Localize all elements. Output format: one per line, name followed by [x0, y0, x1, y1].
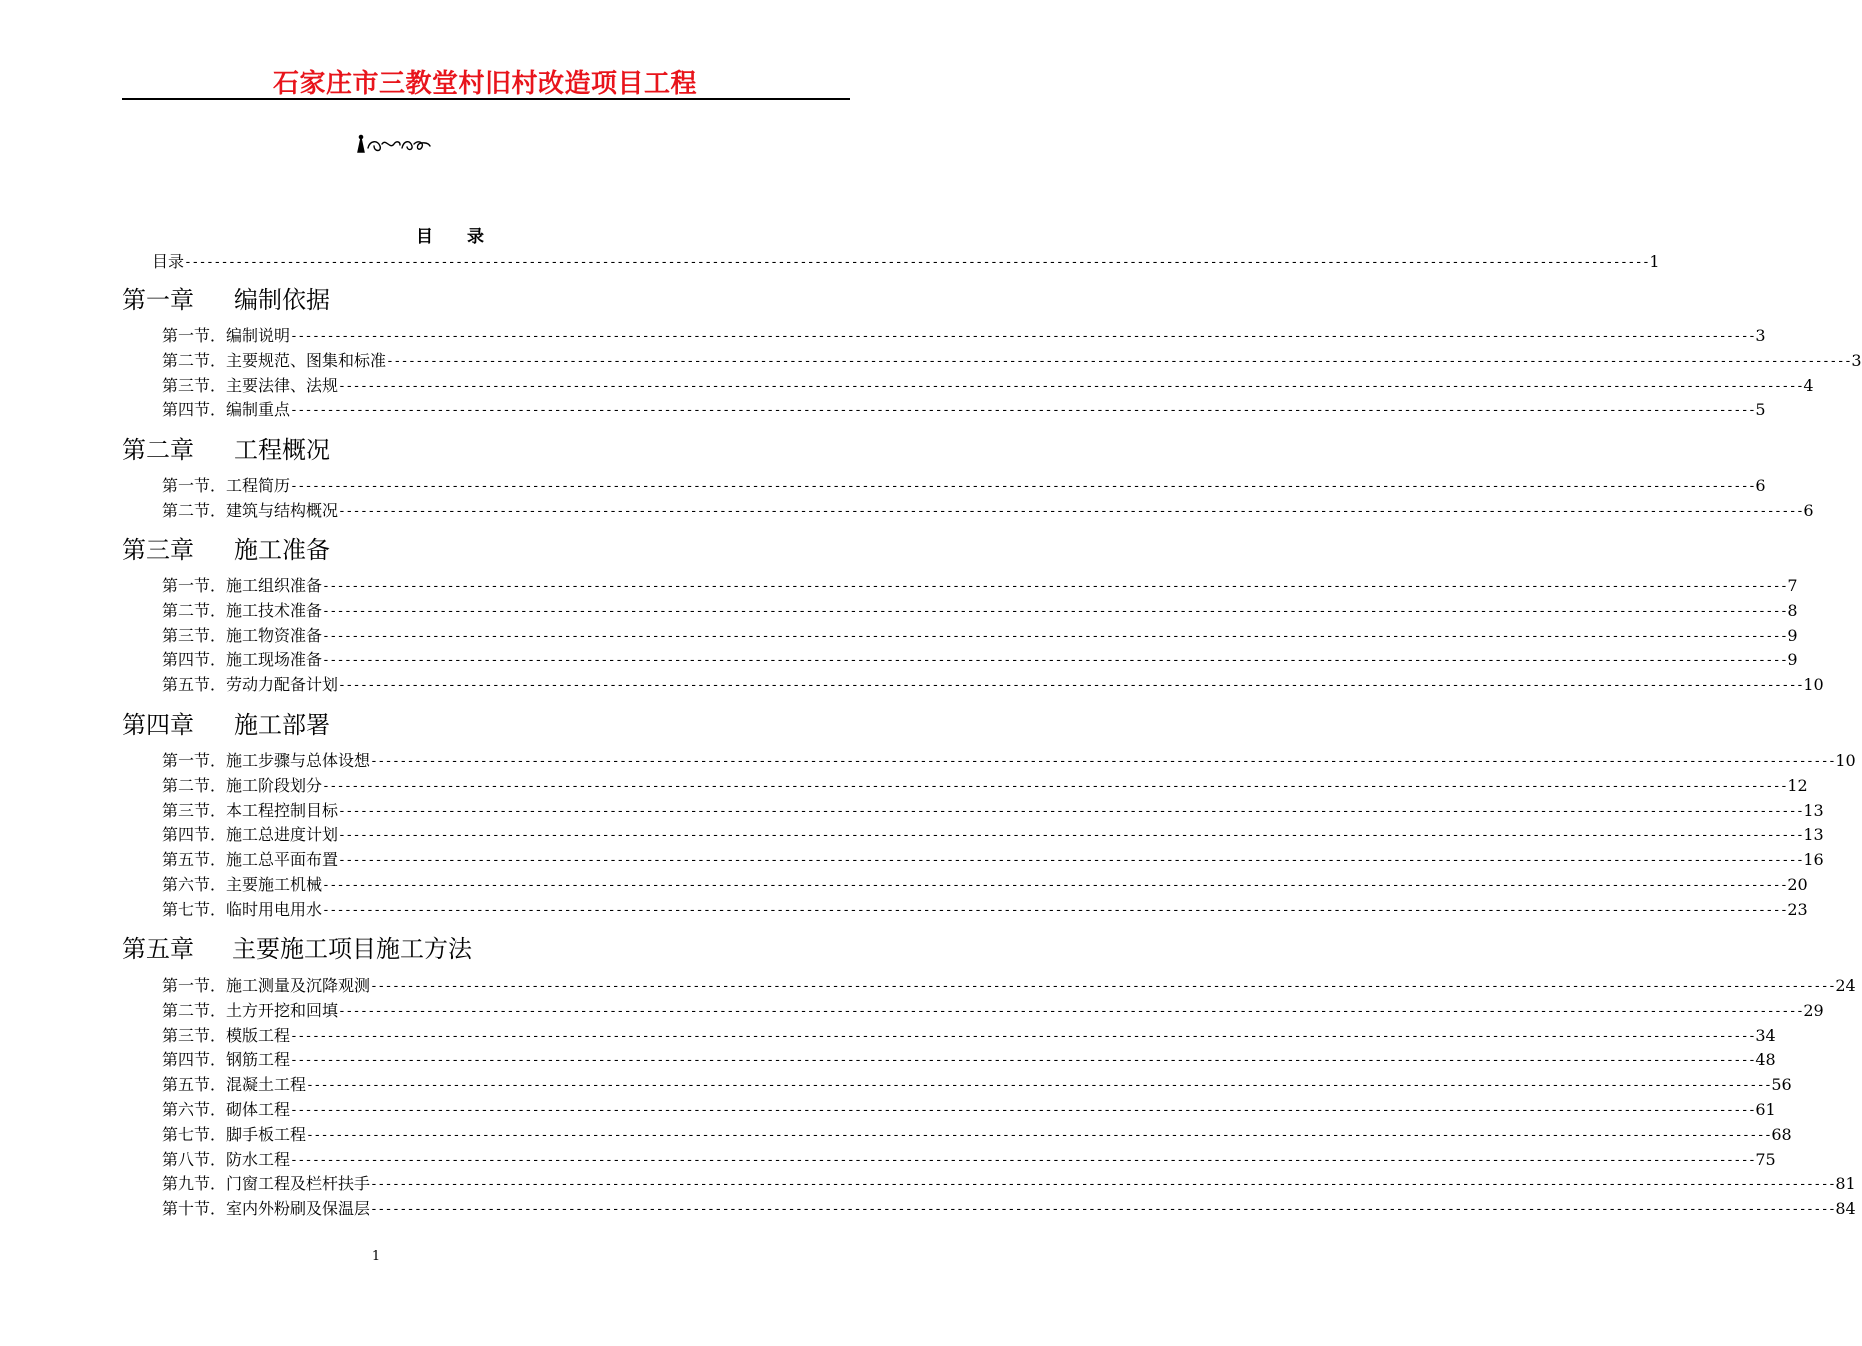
section-label: 第八节．防水工程: [162, 1149, 291, 1169]
section-label: 第二节．土方开挖和回填: [162, 1000, 339, 1020]
toc-section-row[interactable]: [162, 825, 1824, 845]
toc-section-row[interactable]: [162, 1174, 1856, 1194]
section-page-number: 5: [1755, 400, 1766, 420]
section-label: 第五节．施工总平面布置: [162, 850, 339, 870]
dotted-leader: --------------------------------------------------------------------------------------------------------------------------------------------------------------------------------------------------------: [322, 603, 1788, 619]
section-page-number: 10: [1835, 751, 1856, 770]
section-label: 第十节．室内外粉刷及保温层: [162, 1199, 371, 1219]
dotted-leader: --------------------------------------------------------------------------------------------------------------------------------------------------------------------------------------------------------: [338, 1003, 1804, 1019]
dotted-leader: --------------------------------------------------------------------------------------------------------------------------------------------------------------------------------------------------------: [306, 1078, 1772, 1094]
toc-section-row[interactable]: [162, 1100, 1776, 1120]
section-page-number: 6: [1803, 500, 1814, 520]
section-page-number: 48: [1755, 1050, 1776, 1070]
section-label: 第四节．施工总进度计划: [162, 825, 339, 845]
section-label: 第七节．临时用电用水: [162, 899, 323, 919]
chapter-number: 第五章: [122, 935, 194, 963]
dotted-leader: --------------------------------------------------------------------------------------------------------------------------------------------------------------------------------------------------------: [338, 803, 1804, 819]
toc-section-row[interactable]: [162, 576, 1798, 596]
toc-section-row[interactable]: [162, 875, 1808, 895]
section-page-number: 61: [1755, 1100, 1776, 1119]
section-label: 第三节．模版工程: [162, 1025, 291, 1045]
section-page-number: 29: [1803, 1000, 1824, 1020]
section-label: 第三节．施工物资准备: [162, 625, 323, 645]
toc-entry-label: 目录: [152, 252, 185, 271]
dotted-leader: --------------------------------------------------------------------------------------------------------------------------------------------------------------------------------------------------------: [322, 778, 1788, 794]
section-page-number: 13: [1803, 800, 1824, 820]
section-page-number: 56: [1771, 1075, 1792, 1095]
chapter-number: 第二章: [122, 436, 194, 464]
toc-section-row[interactable]: [162, 1050, 1776, 1070]
dotted-leader: --------------------------------------------------------------------------------------------------------------------------------------------------------------------------------------------------------: [386, 353, 1852, 369]
dotted-leader: --------------------------------------------------------------------------------------------------------------------------------------------------------------------------------------------------------: [338, 378, 1804, 394]
toc-title-left: 目: [416, 227, 433, 247]
chapter-name: 施工部署: [234, 711, 330, 739]
toc-section-row[interactable]: [162, 1124, 1792, 1145]
section-page-number: 6: [1755, 476, 1766, 495]
chapter-name: 主要施工项目施工方法: [232, 935, 472, 963]
toc-section-row[interactable]: [162, 500, 1814, 521]
section-page-number: 24: [1835, 976, 1856, 995]
section-label: 第一节．施工测量及沉降观测: [162, 976, 371, 995]
section-page-number: 12: [1787, 775, 1808, 795]
chapter-number: 第一章: [122, 286, 194, 314]
section-label: 第三节．本工程控制目标: [162, 800, 339, 820]
dotted-leader: --------------------------------------------------------------------------------------------------------------------------------------------------------------------------------------------------------: [338, 853, 1804, 869]
toc-section-row[interactable]: [162, 775, 1808, 796]
chapter-heading[interactable]: [122, 535, 330, 565]
dotted-leader: --------------------------------------------------------------------------------------------------------------------------------------------------------------------------------------------------------: [370, 979, 1836, 994]
dotted-leader: --------------------------------------------------------------------------------------------------------------------------------------------------------------------------------------------------------: [370, 754, 1836, 769]
dotted-leader: --------------------------------------------------------------------------------------------------------------------------------------------------------------------------------------------------------: [322, 579, 1788, 594]
section-label: 第二节．施工技术准备: [162, 600, 323, 620]
toc-section-row[interactable]: [162, 650, 1798, 670]
section-label: 第四节．钢筋工程: [162, 1050, 291, 1070]
dotted-leader: --------------------------------------------------------------------------------------------------------------------------------------------------------------------------------------------------------: [322, 628, 1788, 644]
section-label: 第三节．主要法律、法规: [162, 375, 339, 395]
section-label: 第五节．混凝土工程: [162, 1075, 307, 1095]
section-page-number: 34: [1755, 1025, 1776, 1045]
section-page-number: 75: [1755, 1149, 1776, 1169]
section-label: 第一节．施工步骤与总体设想: [162, 751, 371, 770]
section-page-number: 81: [1835, 1174, 1856, 1194]
dotted-leader: --------------------------------------------------------------------------------------------------------------------------------------------------------------------------------------------------------: [290, 479, 1756, 494]
section-page-number: 13: [1803, 825, 1824, 845]
dotted-leader: --------------------------------------------------------------------------------------------------------------------------------------------------------------------------------------------------------: [322, 653, 1788, 669]
chapter-heading[interactable]: [122, 934, 472, 964]
toc-title-right: 录: [467, 227, 484, 247]
dotted-leader: --------------------------------------------------------------------------------------------------------------------------------------------------------------------------------------------------------: [370, 1202, 1836, 1218]
section-page-number: 10: [1803, 675, 1824, 695]
section-page-number: 3: [1755, 326, 1766, 345]
chapter-number: 第三章: [122, 536, 194, 564]
toc-section-row[interactable]: [162, 1025, 1776, 1046]
dotted-leader: --------------------------------------------------------------------------------------------------------------------------------------------------------------------------------------------------------: [338, 503, 1804, 519]
toc-section-row[interactable]: [162, 476, 1766, 496]
dotted-leader: --------------------------------------------------------------------------------------------------------------------------------------------------------------------------------------------------------: [290, 1152, 1756, 1168]
toc-section-row[interactable]: [162, 850, 1824, 870]
toc-section-row[interactable]: [162, 375, 1814, 396]
section-label: 第六节．砌体工程: [162, 1100, 291, 1119]
chapter-heading[interactable]: [122, 285, 330, 315]
section-label: 第四节．编制重点: [162, 400, 291, 420]
dotted-leader: --------------------------------------------------------------------------------------------------------------------------------------------------------------------------------------------------------: [290, 329, 1756, 344]
section-page-number: 9: [1787, 625, 1798, 645]
toc-title: [0, 225, 900, 249]
section-label: 第九节．门窗工程及栏杆扶手: [162, 1174, 371, 1194]
section-page-number: 20: [1787, 875, 1808, 894]
toc-entry-page: 1: [1649, 252, 1660, 271]
dotted-leader: --------------------------------------------------------------------------------------------------------------------------------------------------------------------------------------------------------: [290, 1028, 1756, 1044]
section-label: 第一节．编制说明: [162, 326, 291, 345]
toc-section-row[interactable]: [162, 1000, 1824, 1021]
section-label: 第二节．施工阶段划分: [162, 775, 323, 795]
section-page-number: 23: [1787, 899, 1808, 919]
section-label: 第六节．主要施工机械: [162, 875, 323, 894]
dotted-leader: --------------------------------------------------------------------------------------------------------------------------------------------------------------------------------------------------------: [338, 828, 1804, 844]
section-page-number: 16: [1803, 850, 1824, 870]
toc-entry[interactable]: [152, 252, 1660, 272]
dotted-leader: --------------------------------------------------------------------------------------------------------------------------------------------------------------------------------------------------------: [184, 255, 1650, 270]
section-label: 第二节．建筑与结构概况: [162, 500, 339, 520]
dotted-leader: --------------------------------------------------------------------------------------------------------------------------------------------------------------------------------------------------------: [322, 878, 1788, 893]
section-page-number: 3: [1851, 350, 1862, 370]
toc-section-row[interactable]: [162, 976, 1856, 996]
toc-section-row[interactable]: [162, 751, 1856, 771]
toc-section-row[interactable]: [162, 400, 1766, 420]
chapter-name: 施工准备: [234, 536, 330, 564]
section-page-number: 7: [1787, 576, 1798, 595]
section-page-number: 9: [1787, 650, 1798, 670]
chapter-number: 第四章: [122, 711, 194, 739]
header-divider: [122, 98, 850, 100]
chapter-heading[interactable]: [122, 435, 330, 465]
dotted-leader: --------------------------------------------------------------------------------------------------------------------------------------------------------------------------------------------------------: [306, 1127, 1772, 1143]
document-header-title: 石家庄市三教堂村旧村改造项目工程: [272, 69, 697, 99]
section-label: 第二节．主要规范、图集和标准: [162, 350, 387, 370]
chapter-name: 工程概况: [234, 436, 330, 464]
toc-section-row[interactable]: [162, 1149, 1776, 1170]
section-page-number: 68: [1771, 1124, 1792, 1144]
dotted-leader: --------------------------------------------------------------------------------------------------------------------------------------------------------------------------------------------------------: [290, 1103, 1756, 1118]
dotted-leader: --------------------------------------------------------------------------------------------------------------------------------------------------------------------------------------------------------: [370, 1177, 1836, 1193]
section-label: 第五节．劳动力配备计划: [162, 675, 339, 695]
section-page-number: 84: [1835, 1199, 1856, 1219]
chapter-heading[interactable]: [122, 710, 330, 740]
section-label: 第七节．脚手板工程: [162, 1124, 307, 1144]
toc-section-row[interactable]: [162, 899, 1808, 920]
toc-section-row[interactable]: [162, 625, 1798, 646]
toc-section-row[interactable]: [162, 675, 1824, 695]
toc-section-row[interactable]: [162, 326, 1766, 346]
section-label: 第一节．工程简历: [162, 476, 291, 495]
section-page-number: 4: [1803, 375, 1814, 395]
toc-section-row[interactable]: [162, 1199, 1856, 1219]
footer-page-number: 1: [371, 1249, 381, 1264]
decorative-flourish-icon: [352, 132, 434, 156]
dotted-leader: --------------------------------------------------------------------------------------------------------------------------------------------------------------------------------------------------------: [290, 403, 1756, 419]
toc-section-row[interactable]: [162, 1075, 1792, 1095]
chapter-name: 编制依据: [234, 286, 330, 314]
dotted-leader: --------------------------------------------------------------------------------------------------------------------------------------------------------------------------------------------------------: [290, 1053, 1756, 1069]
toc-section-row[interactable]: [162, 800, 1824, 821]
section-label: 第一节．施工组织准备: [162, 576, 323, 595]
toc-section-row[interactable]: [162, 600, 1798, 621]
toc-section-row[interactable]: [162, 350, 1862, 371]
dotted-leader: --------------------------------------------------------------------------------------------------------------------------------------------------------------------------------------------------------: [322, 902, 1788, 918]
dotted-leader: --------------------------------------------------------------------------------------------------------------------------------------------------------------------------------------------------------: [338, 678, 1804, 694]
section-label: 第四节．施工现场准备: [162, 650, 323, 670]
section-page-number: 8: [1787, 600, 1798, 620]
